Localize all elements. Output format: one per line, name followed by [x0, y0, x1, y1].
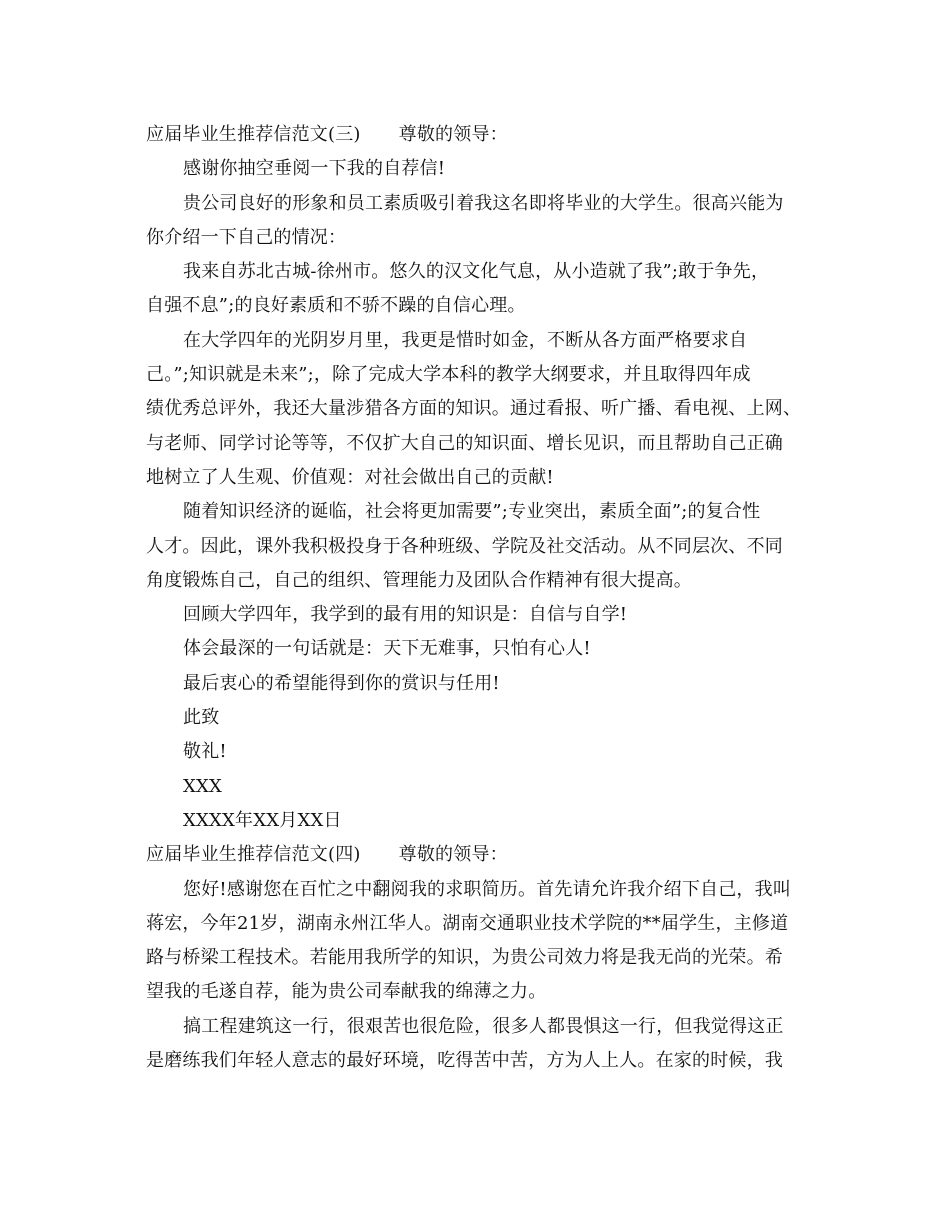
text-line: 人才。因此，课外我积极投身于各种班级、学院及社交活动。从不同层次、不同: [146, 535, 783, 557]
text-line: 己。”;知识就是未来”;，除了完成大学本科的教学大纲要求，并且取得四年成: [146, 364, 751, 386]
text-line: 角度锻炼自己，自己的组织、管理能力及团队合作精神有很大提高。: [146, 569, 692, 591]
section-title: 应届毕业生推荐信范文(三): [146, 124, 361, 145]
text-line: 绩优秀总评外，我还大量涉猎各方面的知识。通过看报、听广播、看电视、上网、: [146, 398, 802, 420]
salutation: 尊敬的领导：: [398, 844, 508, 866]
document-body: [146, 118, 826, 1078]
closing-line: 此致: [183, 707, 220, 729]
text-line: 我来自苏北古城-徐州市。悠久的汉文化气息，从小造就了我”;敢于争先，: [183, 261, 770, 283]
salutation: 尊敬的领导：: [398, 124, 508, 145]
text-line: 感谢你抽空垂阅一下我的自荐信!: [183, 158, 446, 180]
text-line: 路与桥梁工程技术。若能用我所学的知识，为贵公司效力将是我无尚的光荣。希: [146, 947, 783, 969]
text-line: 回顾大学四年，我学到的最有用的知识是：自信与自学!: [183, 604, 628, 626]
text-line: 蒋宏，今年21岁，湖南永州江华人。湖南交通职业技术学院的**届学生，主修道: [146, 912, 789, 934]
signature-name: XXX: [183, 775, 223, 797]
text-line: 体会最深的一句话就是：天下无难事，只怕有心人!: [183, 638, 591, 660]
text-line: 随着知识经济的诞临，社会将更加需要”;专业突出，素质全面”;的复合性: [183, 501, 761, 523]
text-line: 您好!感谢您在百忙之中翻阅我的求职简历。首先请允许我介绍下自己，我叫: [183, 878, 792, 900]
text-line: 贵公司良好的形象和员工素质吸引着我这名即将毕业的大学生。很高兴能为: [183, 192, 784, 214]
section-heading-3: [146, 118, 826, 152]
text-line: 望我的毛遂自荐，能为贵公司奉献我的绵薄之力。: [146, 981, 547, 1003]
text-line: 搞工程建筑这一行，很艰苦也很危险，很多人都畏惧这一行，但我觉得这正: [183, 1015, 784, 1037]
signature-date: XXXX年XX月XX日: [183, 809, 342, 831]
text-line: 地树立了人生观、价值观：对社会做出自己的贡献!: [146, 466, 554, 488]
section-title: 应届毕业生推荐信范文(四): [146, 844, 361, 866]
text-line: 最后衷心的希望能得到你的赏识与任用!: [183, 672, 500, 694]
text-line: 在大学四年的光阴岁月里，我更是惜时如金，不断从各方面严格要求自: [183, 329, 748, 351]
text-line: 与老师、同学讨论等等，不仅扩大自己的知识面、增长见识，而且帮助自己正确: [146, 432, 783, 454]
closing-line: 敬礼!: [183, 741, 227, 763]
text-line: 是磨练我们年轻人意志的最好环境，吃得苦中苦，方为人上人。在家的时候，我: [146, 1050, 783, 1072]
text-line: 自强不息”;的良好素质和不骄不躁的自信心理。: [146, 295, 526, 317]
section-heading-4: [146, 838, 826, 872]
text-line: 你介绍一下自己的情况：: [146, 226, 347, 248]
